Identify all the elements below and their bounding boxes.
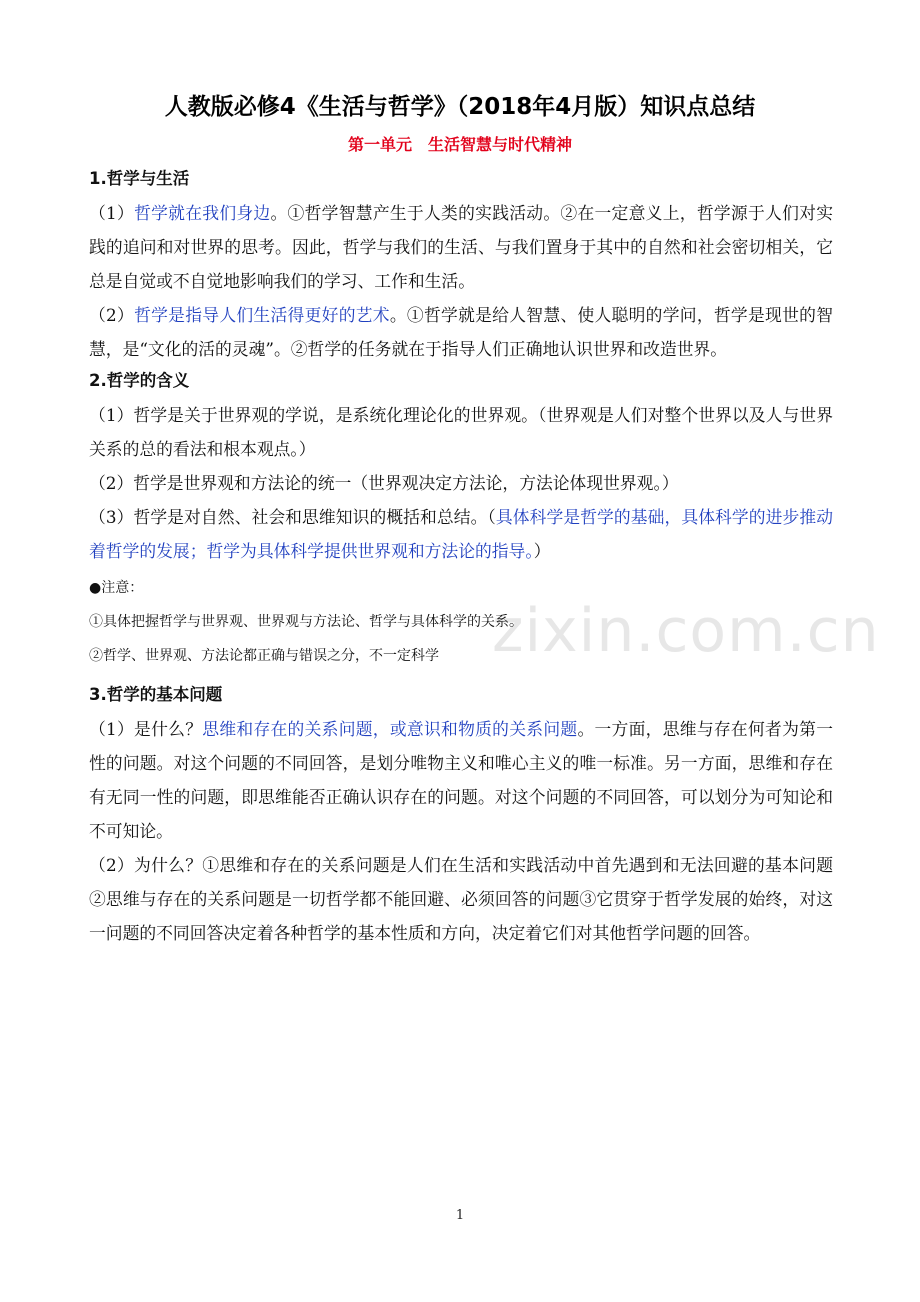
paragraph: （2）为什么？①思维和存在的关系问题是人们在生活和实践活动中首先遇到和无法回避的基本问题②思维与存在的关系问题是一切哲学都不能回避、必须回答的问题③它贯穿于哲学发展的始终，对这一问题的不同回答决定着各种哲学的基本性质和方向，决定着它们对其他哲学问题的回答。 [89, 855, 833, 943]
document-body [89, 164, 833, 950]
paragraph: （2）哲学是世界观和方法论的统一（世界观决定方法论，方法论体现世界观。） [89, 473, 679, 493]
note-item: ②哲学、世界观、方法论都正确与错误之分，不一定科学 [89, 648, 439, 664]
highlighted-text: 具体科学是哲学的基础，具体科学的进步推动着哲学的发展；哲学为具体科学提供世界观和方法论的指导。 [89, 507, 833, 561]
page-number: 1 [455, 1208, 465, 1223]
paragraph-prefix: （1）是什么？ [89, 719, 203, 739]
paragraph [89, 196, 833, 298]
paragraph [89, 500, 833, 568]
paragraph-text: 。①哲学智慧产生于人类的实践活动。②在一定意义上，哲学源于人们对实践的追问和对世界的思考。因此，哲学与我们的生活、与我们置身于其中的自然和社会密切相关，它总是自觉或不自觉地影响我们的学习、工作和生活。 [89, 203, 833, 291]
note-label: ●注意： [89, 580, 144, 596]
note-item: ①具体把握哲学与世界观、世界观与方法论、哲学与具体科学的关系。 [89, 614, 523, 630]
paragraph-text: 。一方面，思维与存在何者为第一性的问题。对这个问题的不同回答，是划分唯物主义和唯心主义的唯一标准。另一方面，思维和存在有无同一性的问题，即思维能否正确认识存在的问题。对这个问题的不同回答，可以划分为可知论和不可知论。 [89, 719, 833, 841]
paragraph-prefix: （3）哲学是对自然、社会和思维知识的概括和总结。（ [89, 507, 496, 527]
paragraph-prefix: （1） [89, 203, 135, 223]
highlighted-text: 哲学是指导人们生活得更好的艺术 [134, 305, 390, 325]
document-title: 人教版必修4《生活与哲学》（2018年4月版）知识点总结 [164, 94, 756, 120]
section-heading: 3.哲学的基本问题 [89, 685, 223, 704]
paragraph: （1）哲学是关于世界观的学说，是系统化理论化的世界观。（世界观是人们对整个世界以及人与世界关系的总的看法和根本观点。） [89, 405, 833, 459]
paragraph [89, 712, 833, 848]
section-heading: 2.哲学的含义 [89, 371, 190, 390]
section-heading: 1.哲学与生活 [89, 169, 190, 188]
section-basic-question [89, 680, 833, 950]
paragraph-text: 。①哲学就是给人智慧、使人聪明的学问，哲学是现世的智慧，是“文化的活的灵魂”。②哲学的任务就在于指导人们正确地认识世界和改造世界。 [89, 305, 833, 359]
paragraph [89, 298, 833, 366]
unit-title: 第一单元 生活智慧与时代精神 [347, 135, 572, 154]
paragraph-prefix: （2） [89, 305, 135, 325]
highlighted-text: 思维和存在的关系问题，或意识和物质的关系问题 [202, 719, 578, 739]
section-philosophy-and-life [89, 164, 833, 366]
paragraph-text: ） [533, 541, 551, 561]
watermark: zixin.com.cn [492, 596, 880, 666]
section-meaning-of-philosophy [89, 366, 833, 666]
highlighted-text: 哲学就在我们身边 [134, 203, 271, 223]
